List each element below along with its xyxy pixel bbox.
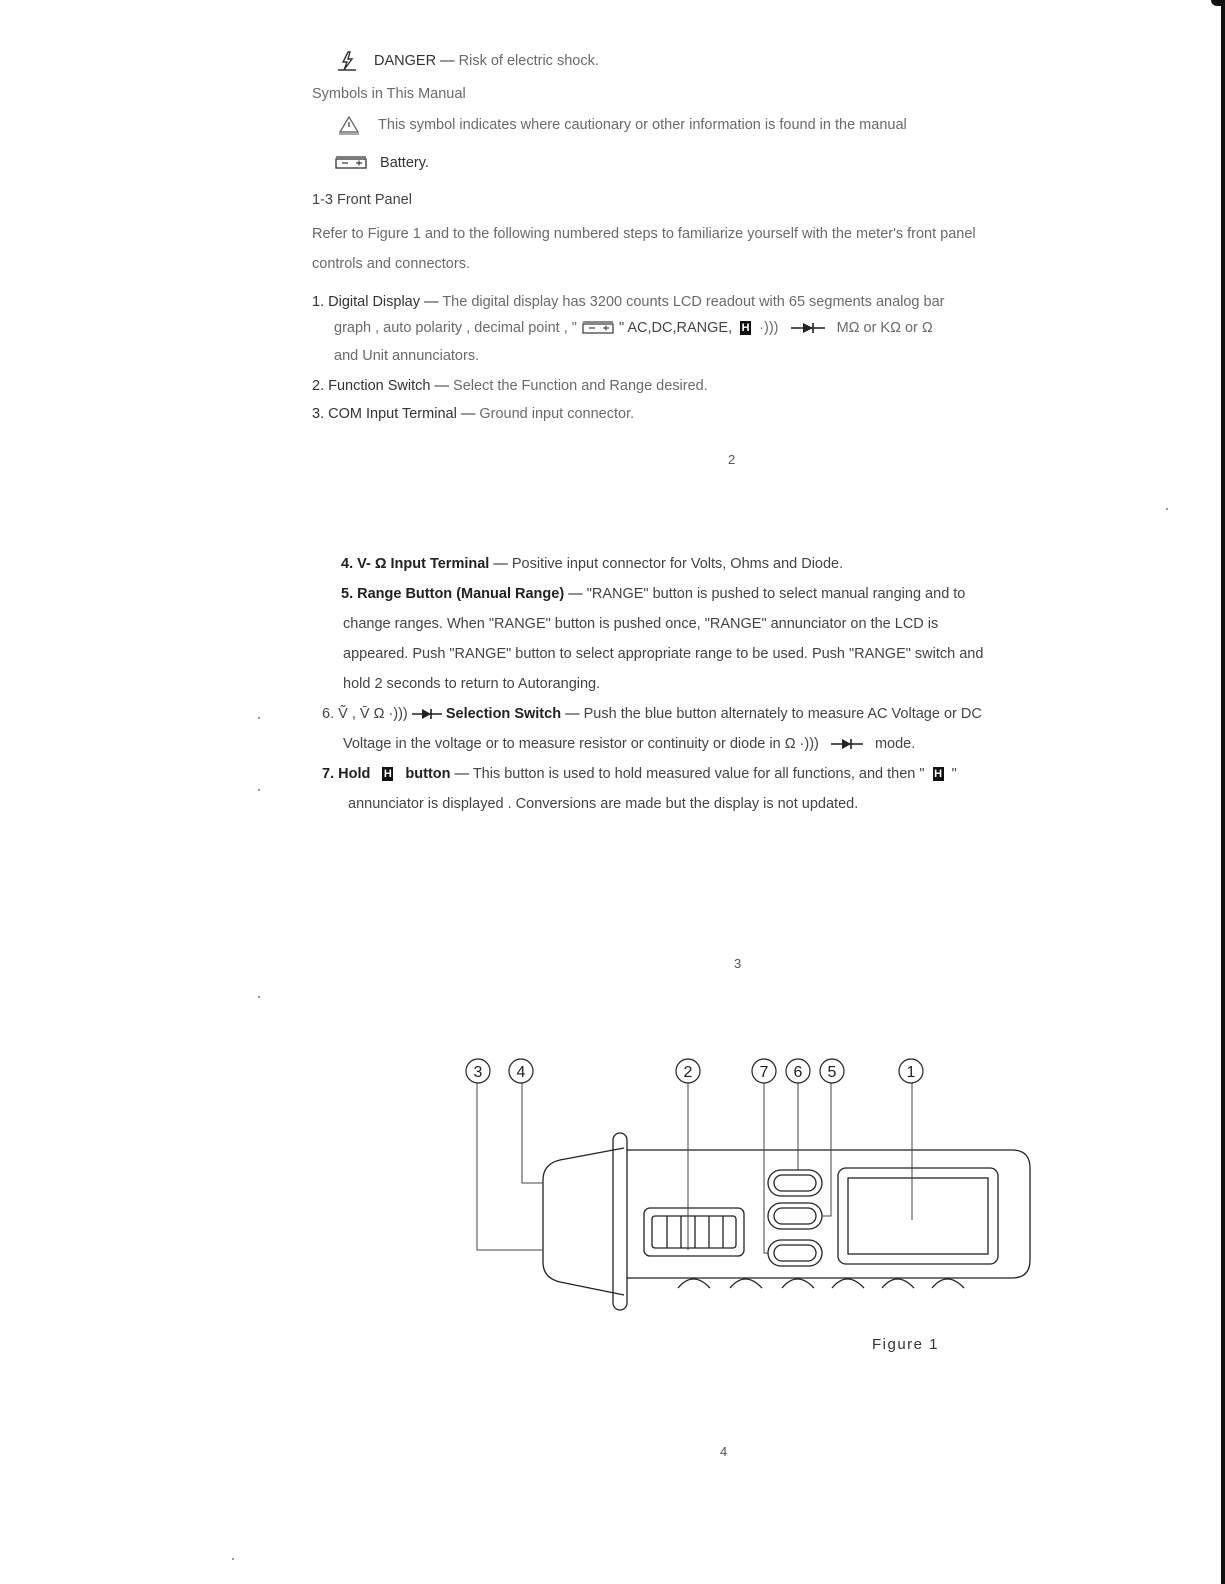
battery-text: Battery.	[380, 155, 429, 171]
scan-speck	[258, 717, 260, 719]
item-5-text-1: "RANGE" button is pushed to select manual ranging and to	[586, 586, 966, 602]
item-6-line-1: 6. Ṽ , V̄ Ω ·))) Selection Switch — Push the blue button alternately to measure AC Voltage or DC	[322, 706, 982, 722]
item-2-text: Select the Function and Range desired.	[453, 378, 708, 394]
callout-3: 3	[473, 1064, 483, 1081]
item-2-line: 2. Function Switch — Select the Function and Range desired.	[312, 378, 708, 394]
battery-icon	[334, 155, 368, 171]
item-6-line-2	[343, 736, 915, 752]
callout-5: 5	[827, 1064, 837, 1081]
item-6-title: Selection Switch	[445, 706, 562, 722]
danger-label: DANGER	[374, 52, 437, 69]
caution-text: This symbol indicates where cautionary or other information is found in the manual	[378, 117, 907, 133]
caution-triangle-icon	[338, 115, 360, 135]
diode-icon	[791, 321, 825, 335]
battery-icon	[581, 320, 615, 336]
figure-caption: Figure 1	[872, 1336, 940, 1353]
item-3-text: Ground input connector.	[479, 406, 635, 422]
hold-icon: H	[934, 768, 943, 781]
intro-line-1: Refer to Figure 1 and to the following numbered steps to familiarize yourself with the meter's front panel	[312, 226, 976, 242]
figure-1-meter-diagram	[455, 1050, 1055, 1330]
scan-speck	[1166, 508, 1168, 510]
item-5-text-2: change ranges. When "RANGE" button is pushed once, "RANGE" annunciator on the LCD is	[343, 616, 939, 632]
scan-edge-corner	[1211, 0, 1225, 6]
item-2-title: 2. Function Switch	[312, 378, 431, 394]
scan-speck	[232, 1558, 234, 1560]
page-number-3: 3	[734, 956, 742, 971]
item-7-title: 7. Hold	[322, 766, 371, 782]
item-1-text-2b: " AC,DC,RANGE,	[618, 320, 733, 336]
callout-6: 6	[793, 1064, 803, 1081]
danger-line: DANGER — Risk of electric shock.	[336, 50, 599, 72]
diode-icon	[831, 737, 863, 751]
callout-4: 4	[516, 1064, 526, 1081]
caution-line	[338, 115, 907, 135]
diode-icon	[412, 707, 442, 721]
section-heading: 1-3 Front Panel	[312, 192, 412, 208]
item-6-text-2a: Voltage in the voltage or to measure resistor or continuity or diode in Ω ·)))	[343, 736, 819, 752]
item-5-text-3: appeared. Push "RANGE" button to select appropriate range to be used. Push "RANGE" switch and	[343, 646, 984, 662]
item-5-line-1: 5. Range Button (Manual Range) — "RANGE" button is pushed to select manual ranging and to	[341, 586, 966, 602]
item-7-line-1: 7. Hold H button — This button is used to hold measured value for all functions, and then " H "	[322, 766, 957, 782]
callout-1: 1	[906, 1064, 916, 1081]
hold-icon: H	[383, 768, 392, 781]
item-5-text-4: hold 2 seconds to return to Autoranging.	[343, 676, 601, 692]
item-3-line: 3. COM Input Terminal — Ground input connector.	[312, 406, 635, 422]
danger-text: Risk of electric shock.	[458, 52, 599, 69]
item-7-text-1: This button is used to hold measured value for all functions, and then "	[472, 766, 925, 782]
scan-speck	[258, 996, 260, 998]
battery-line	[334, 153, 429, 173]
item-1-text-2c: MΩ or KΩ or Ω	[836, 320, 933, 336]
item-6-text-2b: mode.	[874, 736, 916, 752]
item-1-line-3: and Unit annunciators.	[334, 348, 480, 364]
callout-7: 7	[759, 1064, 769, 1081]
continuity-icon: ·)))	[759, 320, 779, 336]
item-4-text: Positive input connector for Volts, Ohms and Diode.	[511, 556, 844, 572]
item-1-title: 1. Digital Display	[312, 294, 420, 310]
page-number-4: 4	[720, 1444, 728, 1459]
item-4-line: 4. V- Ω Input Terminal — Positive input connector for Volts, Ohms and Diode.	[341, 556, 844, 572]
electric-shock-icon	[336, 50, 358, 72]
page-number-2: 2	[728, 452, 736, 467]
callout-2: 2	[683, 1064, 693, 1081]
item-6-text-1: Push the blue button alternately to measure AC Voltage or DC	[583, 706, 982, 722]
item-7-title-2: button	[405, 766, 451, 782]
item-1-text-2a: graph , auto polarity , decimal point , "	[334, 320, 577, 336]
item-4-title: 4. V- Ω Input Terminal	[341, 556, 490, 572]
hold-icon: H	[741, 322, 750, 335]
item-7-text-2: annunciator is displayed . Conversions are made but the display is not updated.	[348, 796, 859, 812]
symbols-heading: Symbols in This Manual	[312, 86, 466, 102]
item-1-text-1: The digital display has 3200 counts LCD readout with 65 segments analog bar	[442, 294, 945, 310]
item-5-title: 5. Range Button (Manual Range)	[341, 586, 565, 602]
item-3-title: 3. COM Input Terminal	[312, 406, 457, 422]
scan-edge	[1221, 0, 1225, 1584]
item-1-line-2	[334, 318, 933, 338]
intro-line-2: controls and connectors.	[312, 256, 470, 272]
item-6-prefix: 6. Ṽ , V̄ Ω ·)))	[322, 706, 408, 722]
item-1-line-1: 1. Digital Display — The digital display has 3200 counts LCD readout with 65 segments analog bar	[312, 294, 945, 310]
scan-speck	[258, 789, 260, 791]
